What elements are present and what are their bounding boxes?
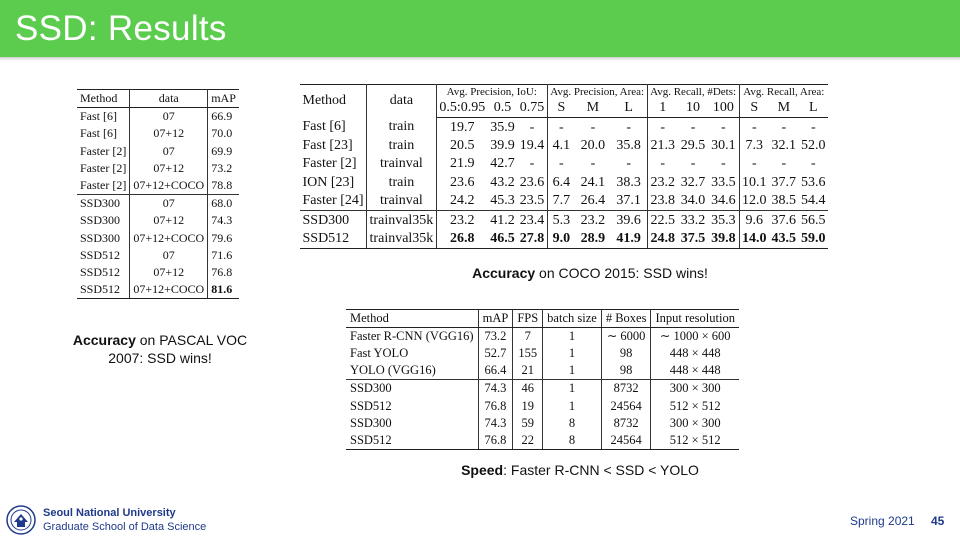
caption-bold: Speed (461, 462, 504, 478)
value-cell: 43.2 (490, 174, 515, 190)
value-cell: 23.2 (436, 211, 487, 230)
value-cell: 512 × 512 (651, 432, 739, 450)
value-cell: 24.8 (647, 230, 678, 249)
data-cell: 07+12 (130, 212, 208, 229)
value-cell: 1 (543, 397, 602, 414)
value-cell: 27.8 (517, 230, 547, 249)
method-cell: ION [23] (300, 174, 367, 192)
subheader-cell: M (769, 99, 799, 118)
header-cell: mAP (478, 310, 513, 328)
value-cell: 74.3 (478, 415, 513, 432)
value-cell: 28.9 (575, 230, 611, 249)
university-name: Seoul National University (43, 507, 176, 519)
speed-results-table (346, 309, 739, 450)
value-cell: - (660, 119, 666, 135)
university-seal-icon (6, 505, 36, 535)
table-row (300, 155, 828, 173)
table-row (77, 212, 239, 229)
header-cell: data (367, 85, 437, 118)
value-cell: - (559, 156, 564, 172)
value-cell: 35.3 (708, 211, 739, 230)
data-cell: train (367, 174, 437, 192)
data-cell: 07+12 (130, 160, 208, 177)
value-cell: 23.4 (517, 211, 547, 230)
value-cell: 23.2 (575, 211, 611, 230)
value-cell: - (611, 155, 647, 173)
header-cell: Method (77, 90, 130, 108)
value-cell: 1 (543, 328, 602, 346)
slide-header (0, 0, 960, 57)
table-row (77, 143, 239, 160)
value-cell: 8732 (601, 380, 651, 398)
value-cell: 32.1 (771, 137, 797, 153)
method-cell: Fast YOLO (346, 345, 478, 362)
method-cell: SSD300 (346, 415, 478, 432)
subheader-cell: 1 (647, 99, 678, 118)
table-row (346, 432, 739, 450)
value-cell: 20.5 (450, 137, 475, 153)
value-cell: 43.5 (769, 230, 799, 249)
header-cell: Method (346, 310, 478, 328)
method-cell: SSD300 (346, 380, 478, 398)
value-cell: 35.8 (611, 137, 647, 155)
value-cell: 24564 (601, 397, 651, 414)
header-cell: Method (300, 85, 367, 118)
value-cell: 7.3 (745, 137, 764, 153)
value-cell: 56.5 (799, 211, 829, 230)
subheader-cell: 0.5:0.95 (436, 99, 487, 118)
method-cell: SSD512 (346, 432, 478, 450)
value-cell: 23.8 (650, 193, 675, 209)
data-cell: 07+12+COCO (130, 230, 208, 247)
map-cell: 74.3 (211, 213, 233, 228)
value-cell: 24.2 (450, 193, 475, 209)
table-row (346, 328, 739, 346)
table-row (346, 415, 739, 432)
value-cell: 76.8 (478, 432, 513, 450)
method-cell: Faster [2] (300, 155, 367, 173)
table-row (77, 160, 239, 177)
value-cell: 14.0 (739, 230, 769, 249)
value-cell: 22.5 (647, 211, 678, 230)
value-cell: 23.2 (650, 174, 675, 190)
value-cell: 32.7 (680, 174, 706, 190)
value-cell: 21 (513, 362, 543, 380)
data-cell: trainval (367, 155, 437, 173)
value-cell: 46 (513, 380, 543, 398)
value-cell: - (590, 119, 596, 135)
speed-caption (420, 461, 740, 479)
data-cell: 07+12+COCO (130, 177, 208, 195)
value-cell: 9.0 (547, 230, 575, 249)
method-cell: SSD512 (77, 281, 130, 299)
value-cell: 26.8 (436, 230, 487, 249)
value-cell: 26.4 (580, 193, 606, 209)
data-cell: 07+12+COCO (130, 281, 208, 299)
method-cell: Fast [6] (77, 108, 130, 126)
data-cell: train (367, 137, 437, 155)
value-cell: - (781, 119, 787, 135)
table-row (77, 230, 239, 247)
table-row (300, 230, 828, 249)
value-cell: 10.1 (742, 174, 767, 190)
value-cell: ∼ 1000 × 600 (659, 329, 731, 344)
table-row (300, 118, 828, 137)
method-cell: Faster [24] (300, 192, 367, 211)
value-cell: 37.1 (611, 192, 647, 211)
subheader-cell: 0.5 (488, 99, 518, 118)
map-cell: 78.8 (211, 178, 233, 193)
value-cell: - (559, 119, 564, 135)
value-cell: 39.8 (708, 230, 739, 249)
coco-results-table (300, 84, 828, 249)
value-cell: 4.1 (552, 137, 571, 153)
subheader-cell: 0.75 (517, 99, 547, 118)
group-header: Avg. Recall, #Dets: (647, 85, 739, 100)
value-cell: 12.0 (742, 193, 767, 209)
value-cell: 21.9 (450, 156, 475, 172)
value-cell: 448 × 448 (669, 346, 721, 361)
value-cell: 59.0 (799, 230, 829, 249)
map-cell: 68.0 (208, 195, 239, 213)
value-cell: 24.1 (580, 174, 606, 190)
data-cell: 07+12 (130, 125, 208, 142)
header-cell: FPS (513, 310, 543, 328)
group-header: Avg. Recall, Area: (739, 85, 828, 100)
value-cell: 38.5 (771, 193, 797, 209)
map-cell: 71.6 (211, 247, 233, 262)
header-cell: Input resolution (651, 310, 739, 328)
value-cell: 21.3 (650, 137, 675, 153)
page-number: 45 (931, 514, 945, 528)
coco-caption (440, 264, 740, 282)
table-row (77, 125, 239, 142)
table-row (346, 380, 739, 398)
method-cell: SSD300 (77, 212, 130, 229)
value-cell: 41.9 (611, 230, 647, 249)
value-cell: 19.4 (517, 137, 547, 155)
value-cell: 73.2 (478, 328, 513, 346)
subheader-cell: S (739, 99, 769, 118)
value-cell: 45.3 (490, 193, 515, 209)
subheader-cell: 100 (708, 99, 739, 118)
caption-text: : Faster R-CNN < SSD < YOLO (503, 462, 699, 478)
value-cell: 41.2 (488, 211, 518, 230)
table-row (77, 177, 239, 195)
data-cell: 07 (130, 247, 208, 264)
method-cell: SSD512 (77, 247, 130, 264)
value-cell: - (517, 155, 547, 173)
value-cell: 46.5 (488, 230, 518, 249)
table-row (300, 174, 828, 192)
table-row (77, 264, 239, 281)
value-cell: 24564 (601, 432, 651, 450)
value-cell: - (708, 118, 739, 137)
table-row (346, 397, 739, 414)
value-cell: 98 (601, 345, 651, 362)
value-cell: 7.7 (552, 193, 571, 209)
caption-text: on PASCAL VOC 2007: SSD wins! (108, 332, 248, 366)
value-cell: - (810, 119, 816, 135)
map-cell: 73.2 (211, 160, 233, 175)
map-cell: 81.6 (208, 281, 239, 299)
value-cell: 19.7 (450, 119, 475, 135)
map-cell: 69.9 (211, 143, 233, 158)
map-cell: 76.8 (211, 264, 233, 279)
caption-bold: Accuracy (472, 265, 536, 281)
value-cell: 23.6 (517, 174, 547, 192)
value-cell: 8 (543, 415, 602, 432)
term-label: Spring 2021 (850, 514, 915, 528)
value-cell: 37.6 (769, 211, 799, 230)
value-cell: 512 × 512 (669, 398, 721, 413)
method-cell: Fast [23] (300, 137, 367, 155)
school-name: Graduate School of Data Science (43, 521, 207, 533)
value-cell: 20.0 (580, 137, 606, 153)
map-cell: 70.0 (211, 126, 233, 141)
value-cell: 52.0 (801, 137, 826, 153)
method-cell: SSD512 (346, 397, 478, 414)
value-cell: 30.1 (708, 137, 739, 155)
value-cell: 74.3 (478, 380, 513, 398)
table-row (346, 345, 739, 362)
table-row (300, 211, 828, 230)
value-cell: - (690, 119, 696, 135)
coco-table-body (300, 118, 828, 249)
method-cell: SSD512 (300, 230, 367, 249)
data-cell: 07 (130, 143, 208, 160)
value-cell: - (611, 118, 647, 137)
table-group-row (300, 85, 828, 100)
data-cell: train (367, 118, 437, 137)
table-row (300, 192, 828, 211)
value-cell: 300 × 300 (669, 415, 721, 430)
method-cell: Faster [2] (77, 177, 130, 195)
table-row (77, 108, 239, 126)
value-cell: 6.4 (552, 174, 571, 190)
subheader-cell: M (575, 99, 611, 118)
method-cell: Faster [2] (77, 143, 130, 160)
data-cell: 07 (130, 195, 208, 213)
table-row (300, 137, 828, 155)
value-cell: - (690, 156, 696, 172)
value-cell: 7 (513, 328, 543, 346)
value-cell: 29.5 (680, 137, 706, 153)
value-cell: 300 × 300 (651, 380, 739, 398)
value-cell: 54.4 (801, 193, 826, 209)
value-cell: 37.5 (678, 230, 708, 249)
table-header-row (77, 90, 239, 108)
value-cell: 155 (513, 345, 543, 362)
header-cell: batch size (543, 310, 602, 328)
value-cell: 1 (543, 362, 602, 380)
table-row (346, 362, 739, 380)
method-cell: Fast [6] (77, 125, 130, 142)
method-cell: SSD300 (77, 195, 130, 213)
method-cell: SSD300 (300, 211, 367, 230)
value-cell: - (590, 156, 596, 172)
value-cell: 8 (543, 432, 602, 450)
value-cell: 1 (543, 345, 602, 362)
value-cell: 76.8 (478, 397, 513, 414)
header-shadow (0, 57, 960, 61)
header-cell: # Boxes (601, 310, 651, 328)
method-cell: SSD512 (77, 264, 130, 281)
value-cell: - (781, 156, 787, 172)
header-cell: mAP (208, 90, 239, 108)
group-header: Avg. Precision, Area: (547, 85, 647, 100)
data-cell: trainval35k (367, 230, 437, 249)
group-header: Avg. Precision, IoU: (436, 85, 547, 100)
value-cell: 33.5 (708, 174, 739, 192)
value-cell: 35.9 (490, 119, 515, 135)
value-cell: 34.0 (680, 193, 706, 209)
value-cell: ∼ 6000 (601, 328, 651, 346)
value-cell: 53.6 (801, 174, 826, 190)
voc-results-table (77, 89, 239, 299)
subheader-cell: L (799, 99, 829, 118)
table-header-row (346, 310, 739, 328)
value-cell: 66.4 (478, 362, 513, 380)
value-cell: - (517, 118, 547, 137)
subheader-cell: 10 (678, 99, 708, 118)
value-cell: 39.9 (490, 137, 515, 153)
data-cell: 07 (130, 108, 208, 126)
value-cell: 19 (513, 397, 543, 414)
value-cell: 8732 (601, 415, 651, 432)
value-cell: 1 (543, 380, 602, 398)
data-cell: trainval (367, 192, 437, 211)
value-cell: - (751, 119, 757, 135)
value-cell: 33.2 (678, 211, 708, 230)
caption-text: on COCO 2015: SSD wins! (535, 265, 708, 281)
value-cell: 37.7 (771, 174, 797, 190)
value-cell: 22 (513, 432, 543, 450)
value-cell: 5.3 (547, 211, 575, 230)
value-cell: - (810, 156, 816, 172)
value-cell: 23.5 (517, 192, 547, 211)
data-cell: trainval35k (367, 211, 437, 230)
voc-table-body (77, 108, 239, 299)
value-cell: 39.6 (611, 211, 647, 230)
value-cell: 23.6 (450, 174, 475, 190)
value-cell: - (751, 156, 757, 172)
method-cell: Faster R-CNN (VGG16) (346, 328, 478, 346)
table-row (77, 281, 239, 299)
value-cell: - (708, 155, 739, 173)
voc-caption (58, 331, 262, 367)
method-cell: YOLO (VGG16) (346, 362, 478, 380)
slide-title: SSD: Results (15, 9, 227, 48)
caption-bold: Accuracy (72, 332, 136, 348)
value-cell: 98 (601, 362, 651, 380)
value-cell: 52.7 (478, 345, 513, 362)
value-cell: 42.7 (490, 156, 515, 172)
subheader-cell: L (611, 99, 647, 118)
data-cell: 07+12 (130, 264, 208, 281)
method-cell: SSD300 (77, 230, 130, 247)
value-cell: 9.6 (739, 211, 769, 230)
header-cell: data (130, 90, 208, 108)
map-cell: 66.9 (211, 109, 233, 124)
map-cell: 79.6 (211, 230, 233, 245)
value-cell: - (660, 156, 666, 172)
table-row (77, 195, 239, 213)
value-cell: 448 × 448 (669, 363, 721, 378)
value-cell: 59 (513, 415, 543, 432)
method-cell: Faster [2] (77, 160, 130, 177)
method-cell: Fast [6] (300, 118, 367, 137)
speed-table-body (346, 328, 739, 450)
value-cell: 38.3 (611, 174, 647, 192)
table-row (77, 247, 239, 264)
value-cell: 34.6 (708, 192, 739, 211)
subheader-cell: S (547, 99, 575, 118)
